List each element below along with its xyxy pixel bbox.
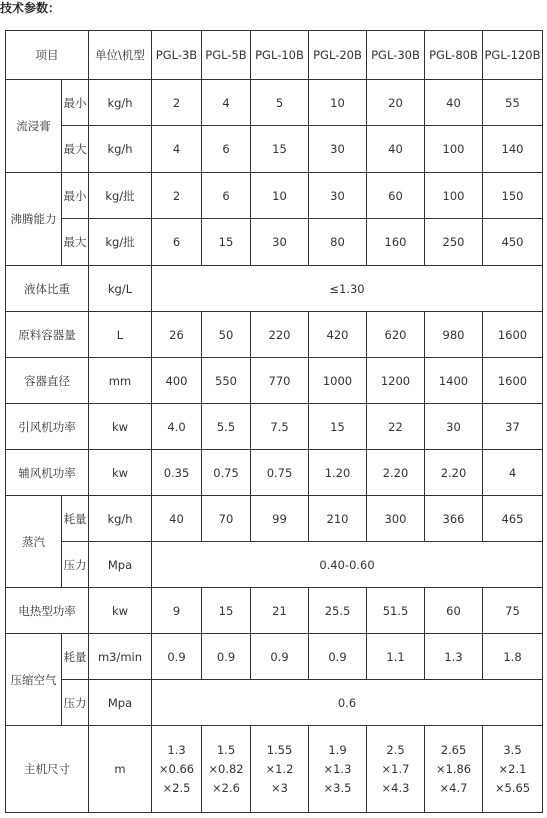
size-line: 1.9 [328,742,347,757]
size-line: 1.5 [216,742,236,757]
table-row [6,266,543,312]
unit-cell: kw [89,404,152,450]
table-row [6,173,543,219]
size-cell [425,726,483,813]
value-cell: 150 [483,173,543,219]
unit-cell: mm [89,358,152,404]
value-cell: 450 [483,219,543,266]
value-cell: 0.75 [251,450,309,496]
value-cell: 6 [202,126,251,173]
size-line: 2.65 [440,742,467,757]
value-cell: 2.20 [425,450,483,496]
header-model: PGL-30B [367,31,425,80]
value-cell: 400 [152,358,202,404]
table-row [6,80,543,126]
size-line: ×1.86 [435,761,472,776]
sub-label: 最小 [62,173,89,219]
sub-label: 最大 [62,219,89,266]
table-row [6,588,543,634]
row-label: 主机尺寸 [6,726,89,813]
value-cell: 99 [251,496,309,542]
value-cell: 210 [309,496,367,542]
value-cell: 420 [309,312,367,358]
value-cell: 5 [251,80,309,126]
group-label-steam: 蒸汽 [6,496,62,588]
unit-cell: kg/批 [89,219,152,266]
value-cell: 2.20 [367,450,425,496]
unit-cell: kg/批 [89,173,152,219]
value-cell: 7.5 [251,404,309,450]
value-cell: 5.5 [202,404,251,450]
value-cell: 30 [425,404,483,450]
header-model: PGL-3B [152,31,202,80]
unit-cell: Mpa [89,542,152,588]
size-line: ×1.3 [323,761,352,776]
value-cell: 1600 [483,358,543,404]
row-label: 引风机功率 [6,404,89,450]
merged-value-cell: 0.6 [152,680,543,726]
value-cell: 620 [367,312,425,358]
size-cell [367,726,425,813]
unit-cell: kw [89,588,152,634]
value-cell: 0.9 [152,634,202,680]
table-row [6,726,543,813]
unit-cell: m3/min [89,634,152,680]
value-cell: 2 [152,80,202,126]
value-cell: 1.20 [309,450,367,496]
unit-cell: kg/h [89,80,152,126]
size-cell [202,726,251,813]
value-cell: 15 [309,404,367,450]
value-cell: 0.35 [152,450,202,496]
value-cell: 40 [367,126,425,173]
sub-label: 耗量 [62,496,89,542]
size-cell [152,726,202,813]
unit-cell: m [89,726,152,813]
value-cell: 51.5 [367,588,425,634]
size-line: ×5.65 [494,780,531,795]
header-item: 项目 [6,31,89,80]
value-cell: 250 [425,219,483,266]
value-cell: 60 [367,173,425,219]
value-cell: 0.9 [309,634,367,680]
unit-cell: L [89,312,152,358]
size-line: 3.5 [503,742,522,757]
size-line: ×2.1 [498,761,527,776]
group-label-boil: 沸腾能力 [6,173,62,266]
sub-label: 压力 [62,542,89,588]
value-cell: 30 [251,219,309,266]
value-cell: 0.9 [202,634,251,680]
value-cell: 40 [152,496,202,542]
value-cell: 60 [425,588,483,634]
value-cell: 1600 [483,312,543,358]
sub-label: 耗量 [62,634,89,680]
size-line: 2.5 [386,742,405,757]
table-row [6,680,543,726]
value-cell: 30 [309,173,367,219]
size-line: ×2.5 [162,780,191,795]
size-cell [483,726,543,813]
header-model: PGL-10B [251,31,309,80]
value-cell: 770 [251,358,309,404]
size-line: ×1.7 [381,761,410,776]
value-cell: 100 [425,173,483,219]
spec-table [5,30,543,813]
value-cell: 15 [202,588,251,634]
unit-cell: kg/h [89,496,152,542]
value-cell: 160 [367,219,425,266]
unit-cell: kw [89,450,152,496]
size-line: ×4.7 [439,780,468,795]
value-cell: 26 [152,312,202,358]
value-cell: 4.0 [152,404,202,450]
table-row [6,542,543,588]
value-cell: 550 [202,358,251,404]
merged-value-cell: 0.40-0.60 [152,542,543,588]
value-cell: 4 [152,126,202,173]
value-cell: 100 [425,126,483,173]
value-cell: 70 [202,496,251,542]
row-label: 容器直径 [6,358,89,404]
section-heading: 技术参数： [0,1,61,15]
header-model: PGL-5B [202,31,251,80]
size-line: ×2.6 [212,780,240,795]
value-cell: 15 [251,126,309,173]
value-cell: 75 [483,588,543,634]
table-row [6,312,543,358]
table-row [6,496,543,542]
size-line: ×3 [271,780,288,795]
header-model: PGL-120B [483,31,543,80]
row-label: 电热型功率 [6,588,89,634]
size-line: ×0.82 [208,761,244,776]
size-line: 1.55 [266,742,293,757]
row-label: 原料容器量 [6,312,89,358]
unit-cell: kg/h [89,126,152,173]
size-line: ×1.2 [265,761,294,776]
table-row [6,126,543,173]
table-row [6,450,543,496]
value-cell: 10 [309,80,367,126]
table-row [6,634,543,680]
value-cell: 4 [483,450,543,496]
value-cell: 37 [483,404,543,450]
group-label-air: 压缩空气 [6,634,62,726]
group-label-flow: 流浸膏 [6,80,62,173]
table-row [6,219,543,266]
unit-cell: Mpa [89,680,152,726]
table-row [6,404,543,450]
value-cell: 980 [425,312,483,358]
value-cell: 0.75 [202,450,251,496]
value-cell: 6 [152,219,202,266]
size-line: ×3.5 [323,780,352,795]
header-model: PGL-80B [425,31,483,80]
header-model: PGL-20B [309,31,367,80]
size-cell [251,726,309,813]
size-cell [309,726,367,813]
sub-label: 最小 [62,80,89,126]
value-cell: 366 [425,496,483,542]
value-cell: 40 [425,80,483,126]
value-cell: 10 [251,173,309,219]
value-cell: 25.5 [309,588,367,634]
value-cell: 1000 [309,358,367,404]
value-cell: 140 [483,126,543,173]
value-cell: 9 [152,588,202,634]
value-cell: 465 [483,496,543,542]
unit-cell: kg/L [89,266,152,312]
value-cell: 4 [202,80,251,126]
row-label: 辅风机功率 [6,450,89,496]
value-cell: 1200 [367,358,425,404]
size-line: ×4.3 [381,780,410,795]
sub-label: 最大 [62,126,89,173]
header-row [6,31,543,80]
value-cell: 300 [367,496,425,542]
row-label: 液体比重 [6,266,89,312]
value-cell: 0.9 [251,634,309,680]
size-line: 1.3 [167,742,186,757]
header-unit-model: 单位\机型 [89,31,152,80]
value-cell: 6 [202,173,251,219]
merged-value-cell: ≤1.30 [152,266,543,312]
value-cell: 1.1 [367,634,425,680]
value-cell: 80 [309,219,367,266]
value-cell: 21 [251,588,309,634]
value-cell: 15 [202,219,251,266]
value-cell: 30 [309,126,367,173]
value-cell: 55 [483,80,543,126]
value-cell: 20 [367,80,425,126]
value-cell: 2 [152,173,202,219]
size-line: ×0.66 [158,761,195,776]
value-cell: 1400 [425,358,483,404]
value-cell: 50 [202,312,251,358]
value-cell: 1.8 [483,634,543,680]
value-cell: 1.3 [425,634,483,680]
sub-label: 压力 [62,680,89,726]
value-cell: 22 [367,404,425,450]
value-cell: 220 [251,312,309,358]
table-row [6,358,543,404]
